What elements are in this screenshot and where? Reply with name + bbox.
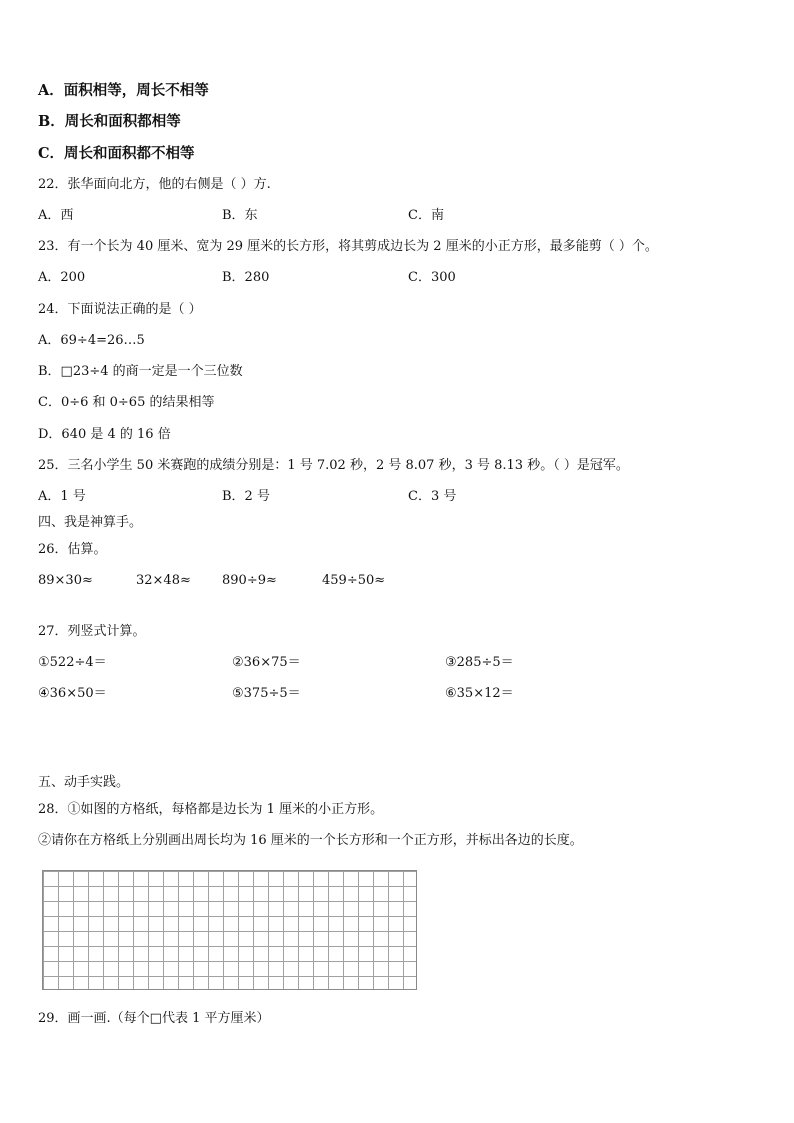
q27-item: ⑤375÷5＝ [232, 686, 301, 701]
q27-item: ②36×75＝ [232, 655, 301, 670]
q26-item: 32×48≈ [136, 573, 191, 588]
q21-option-c: C．周长和面积都不相等 [38, 145, 195, 162]
q21-option-a: A．面积相等，周长不相等 [38, 82, 209, 99]
q23-option-b: B．280 [222, 270, 270, 285]
q24-option-b: B．□23÷4 的商一定是一个三位数 [38, 364, 243, 379]
section-5-heading: 五、动手实践。 [38, 775, 130, 790]
q25-option-c: C．3 号 [408, 489, 457, 504]
q27-item: ⑥35×12＝ [445, 686, 514, 701]
grid-paper [42, 870, 417, 990]
q29-stem: 29．画一画.（每个□代表 1 平方厘米） [38, 1011, 270, 1026]
q26-item: 459÷50≈ [322, 573, 386, 588]
q22-stem: 22．张华面向北方，他的右侧是（ ）方. [38, 177, 271, 192]
q26-stem: 26．估算。 [38, 542, 107, 557]
q22-option-c: C．南 [408, 208, 444, 223]
section-4-heading: 四、我是神算手。 [38, 515, 143, 530]
q25-option-b: B．2 号 [222, 489, 270, 504]
q24-option-a: A．69÷4=26…5 [38, 333, 145, 348]
q23-option-a: A．200 [38, 270, 86, 285]
q22-option-b: B．东 [222, 208, 258, 223]
q23-option-c: C．300 [408, 270, 456, 285]
q25-stem: 25．三名小学生 50 米赛跑的成绩分别是：1 号 7.02 秒，2 号 8.07 秒，3 号 8.13 秒。（ ）是冠军。 [38, 458, 629, 473]
q27-item: ①522÷4＝ [38, 655, 107, 670]
q27-item: ③285÷5＝ [445, 655, 514, 670]
q28-line-2: ②请你在方格纸上分别画出周长均为 16 厘米的一个长方形和一个正方形，并标出各边的长度。 [38, 833, 583, 848]
q26-item: 89×30≈ [38, 573, 93, 588]
q23-stem: 23．有一个长为 40 厘米、宽为 29 厘米的长方形，将其剪成边长为 2 厘米的小正方形，最多能剪（ ）个。 [38, 239, 658, 254]
q26-item: 890÷9≈ [222, 573, 277, 588]
q24-option-c: C．0÷6 和 0÷65 的结果相等 [38, 395, 215, 410]
q21-option-b: B．周长和面积都相等 [38, 113, 181, 130]
q25-option-a: A．1 号 [38, 489, 86, 504]
q27-stem: 27．列竖式计算。 [38, 624, 146, 639]
q28-line-1: 28．①如图的方格纸，每格都是边长为 1 厘米的小正方形。 [38, 802, 384, 817]
q27-item: ④36×50＝ [38, 686, 107, 701]
q24-option-d: D．640 是 4 的 16 倍 [38, 427, 171, 442]
q24-stem: 24．下面说法正确的是（ ） [38, 302, 202, 317]
q22-option-a: A．西 [38, 208, 74, 223]
